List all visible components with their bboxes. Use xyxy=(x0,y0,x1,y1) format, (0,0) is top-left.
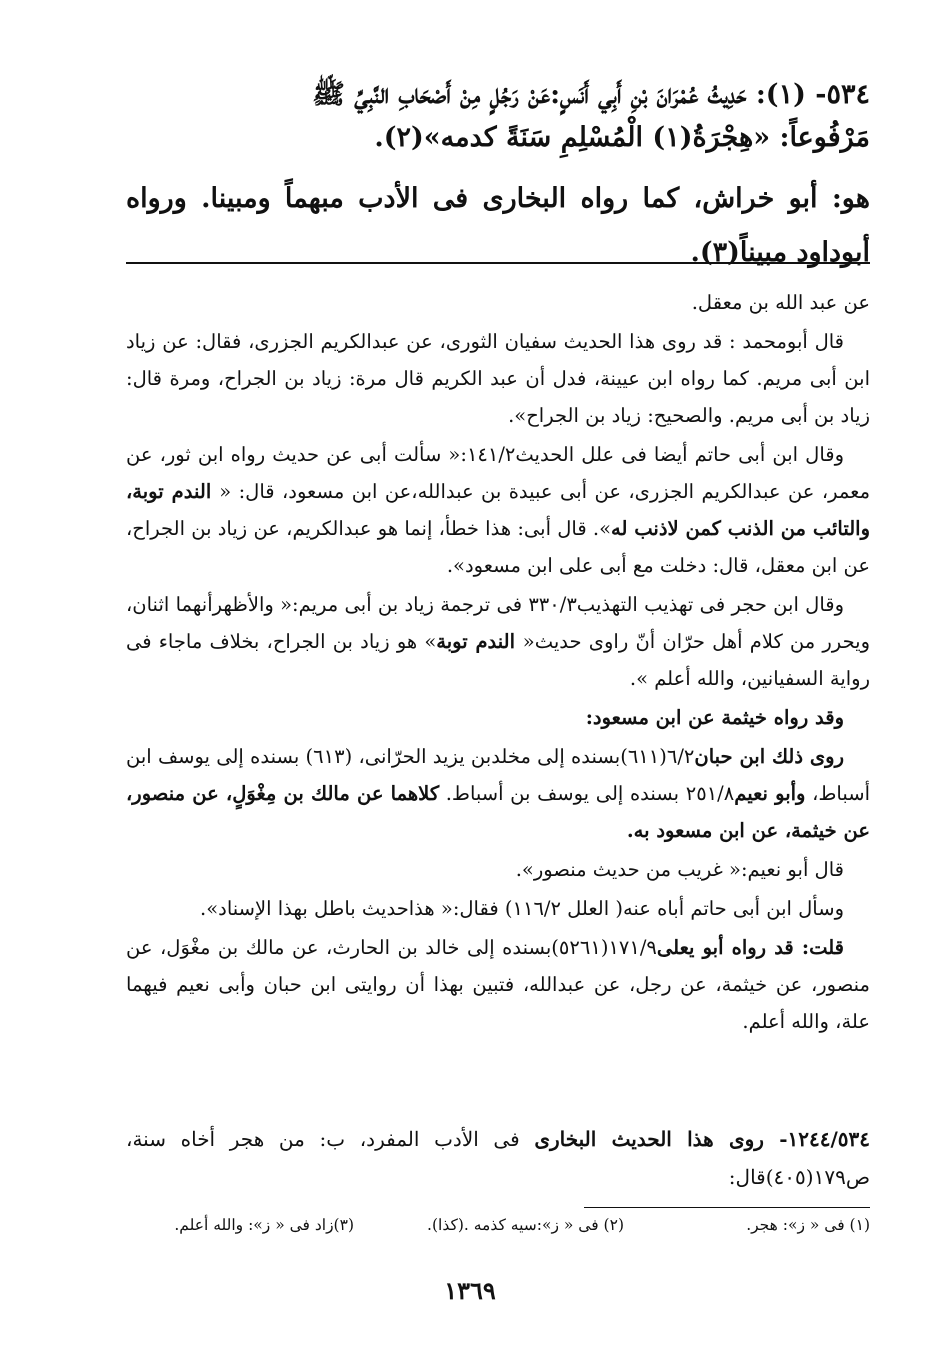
footnote-5-bold-1: روى ذلك ابن حبان xyxy=(694,745,844,768)
bottom-note-1: (١) فى « ز»: هجر. xyxy=(746,1216,870,1234)
bottom-note-3: (٣)زاد فى « ز»: والله أعلم. xyxy=(174,1216,354,1234)
footnote-4-text-b: » هو زياد بن الجراح، بخلاف ماجاء فى رواية السفيانين، والله أعلم ». xyxy=(126,630,870,690)
bottom-note-2: (٢) فى « ز»:سيه كذمه .(كذا). xyxy=(427,1216,624,1234)
section-heading: وقد رواه خيثمة عن ابن مسعود: xyxy=(585,706,844,729)
footnote-paragraph-1: عن عبد الله بن معقل. xyxy=(691,291,870,314)
footnote-paragraph-2: قال أبومحمد : قد روى هذا الحديث سفيان الثورى، عن عبدالكريم الجزرى، فقال: عن زياد ابن أبى مريم. كما رواه ابن عيينة، فدل أن عبد الكريم قال مرة: زياد بن الجراح، ومرة قال: زياد بن أبى مريم. والصحيح: زياد بن الجراح». xyxy=(126,330,870,427)
footnote-paragraph-5 xyxy=(126,738,870,849)
footnotes-section xyxy=(126,284,870,1042)
footnote-5-text-b: ٢٥١/٨ بسنده إلى يوسف بن أسباط. xyxy=(439,782,735,805)
bottom-notes xyxy=(160,1216,870,1242)
footnote-paragraph-6: قال أبو نعيم:« غريب من حديث منصور». xyxy=(515,858,844,881)
page-number: ١٣٦٩ xyxy=(444,1276,496,1305)
footnote-8-bold: قلت: قد رواه أبو يعلى xyxy=(656,936,844,959)
footnote-5-bold-2: وأبو نعيم xyxy=(734,782,806,805)
footnote-paragraph-7: وسأل ابن أبى حاتم أباه عنه( العلل ١١٦/٢) فقال:« هذاحديث باطل بهذا الإسناد». xyxy=(200,897,844,920)
next-entry-bold: ١٢٤٤/٥٣٤- روى هذا الحديث البخارى xyxy=(534,1127,870,1151)
footnote-8-text: ١٧١/٩(٥٢٦١)بسنده إلى خالد بن الحارث، عن مالك بن مغْوَل، عن منصور، عن خيثمة، عن رجل، عن عبدالله، فتبين بهذا أن روايتى ابن حبان وأبى نعيم فيهما علة، والله أعلم. xyxy=(126,936,870,1033)
footnote-paragraph-3 xyxy=(126,436,870,584)
footnote-paragraph-4 xyxy=(126,586,870,697)
footnote-3-text-b: ». قال أبى: هذا خطأ، إنما هو عبدالكريم، عن زياد بن الجراح، عن ابن معقل، قال: دخلت مع أبى على ابن مسعود». xyxy=(126,517,870,577)
entry-title-line1: ٥٣٤- (١): حَدِيثُ عُمْرَانَ بْنِ أَبِي أَنَسٍ:عَنْ رَجُلٍ مِنْ أَصْحَابِ النَّبِيِّ ﷺ xyxy=(312,79,870,110)
footnote-4-text-a: وقال ابن حجر فى تهذيب التهذيب٣٣٠/٣ فى ترجمة زياد بن أبى مريم:« والأظهرأنهما اثنان، ويحرر من كلام أهل حرّان أنّ راوى حديث« xyxy=(126,593,870,653)
footnote-4-bold: الندم توبة xyxy=(436,630,523,653)
footnote-3-bold: الندم توبة، والتائب من الذنب كمن لاذنب له xyxy=(126,480,870,540)
entry-main-text: هو: أبو خراش، كما رواه البخارى فى الأدب مبهماً ومبينا. ورواه أبوداود مبيناً(٣). xyxy=(126,183,870,268)
footnote-5-text-a: ٦/٢(٦١١)بسنده إلى مخلدبن يزيد الحرّانى، (٦١٣) بسنده إلى يوسف ابن أسباط، xyxy=(126,745,871,805)
footnote-separator xyxy=(126,262,870,264)
footnote-3-text-a: وقال ابن أبى حاتم أيضا فى علل الحديث١٤١/٢:« سألت أبى عن حديث رواه ابن ثور، عن معمر، عن عبدالكريم الجزرى، عن أبى عبيدة بن عبدالله،عن ابن مسعود، قال: « xyxy=(126,443,871,503)
bottom-notes-separator xyxy=(584,1207,870,1208)
footnote-5-bold-3: كلاهما عن مالك بن مِغْوَلٍ، عن منصور، عن خيثمة، عن ابن مسعود به. xyxy=(126,782,870,842)
entry-title-line2: مَرْفُوعاً: «هِجْرَةُ(١) الْمُسْلِمِ سَنَةً كدمه»(٢). xyxy=(374,122,870,153)
footnote-paragraph-8 xyxy=(126,929,870,1040)
next-entry xyxy=(126,1120,870,1196)
next-entry-text: فى الأدب المفرد، ب: من هجر أخاه سنة، ص١٧٩(٤٠٥)قال: xyxy=(126,1127,870,1189)
